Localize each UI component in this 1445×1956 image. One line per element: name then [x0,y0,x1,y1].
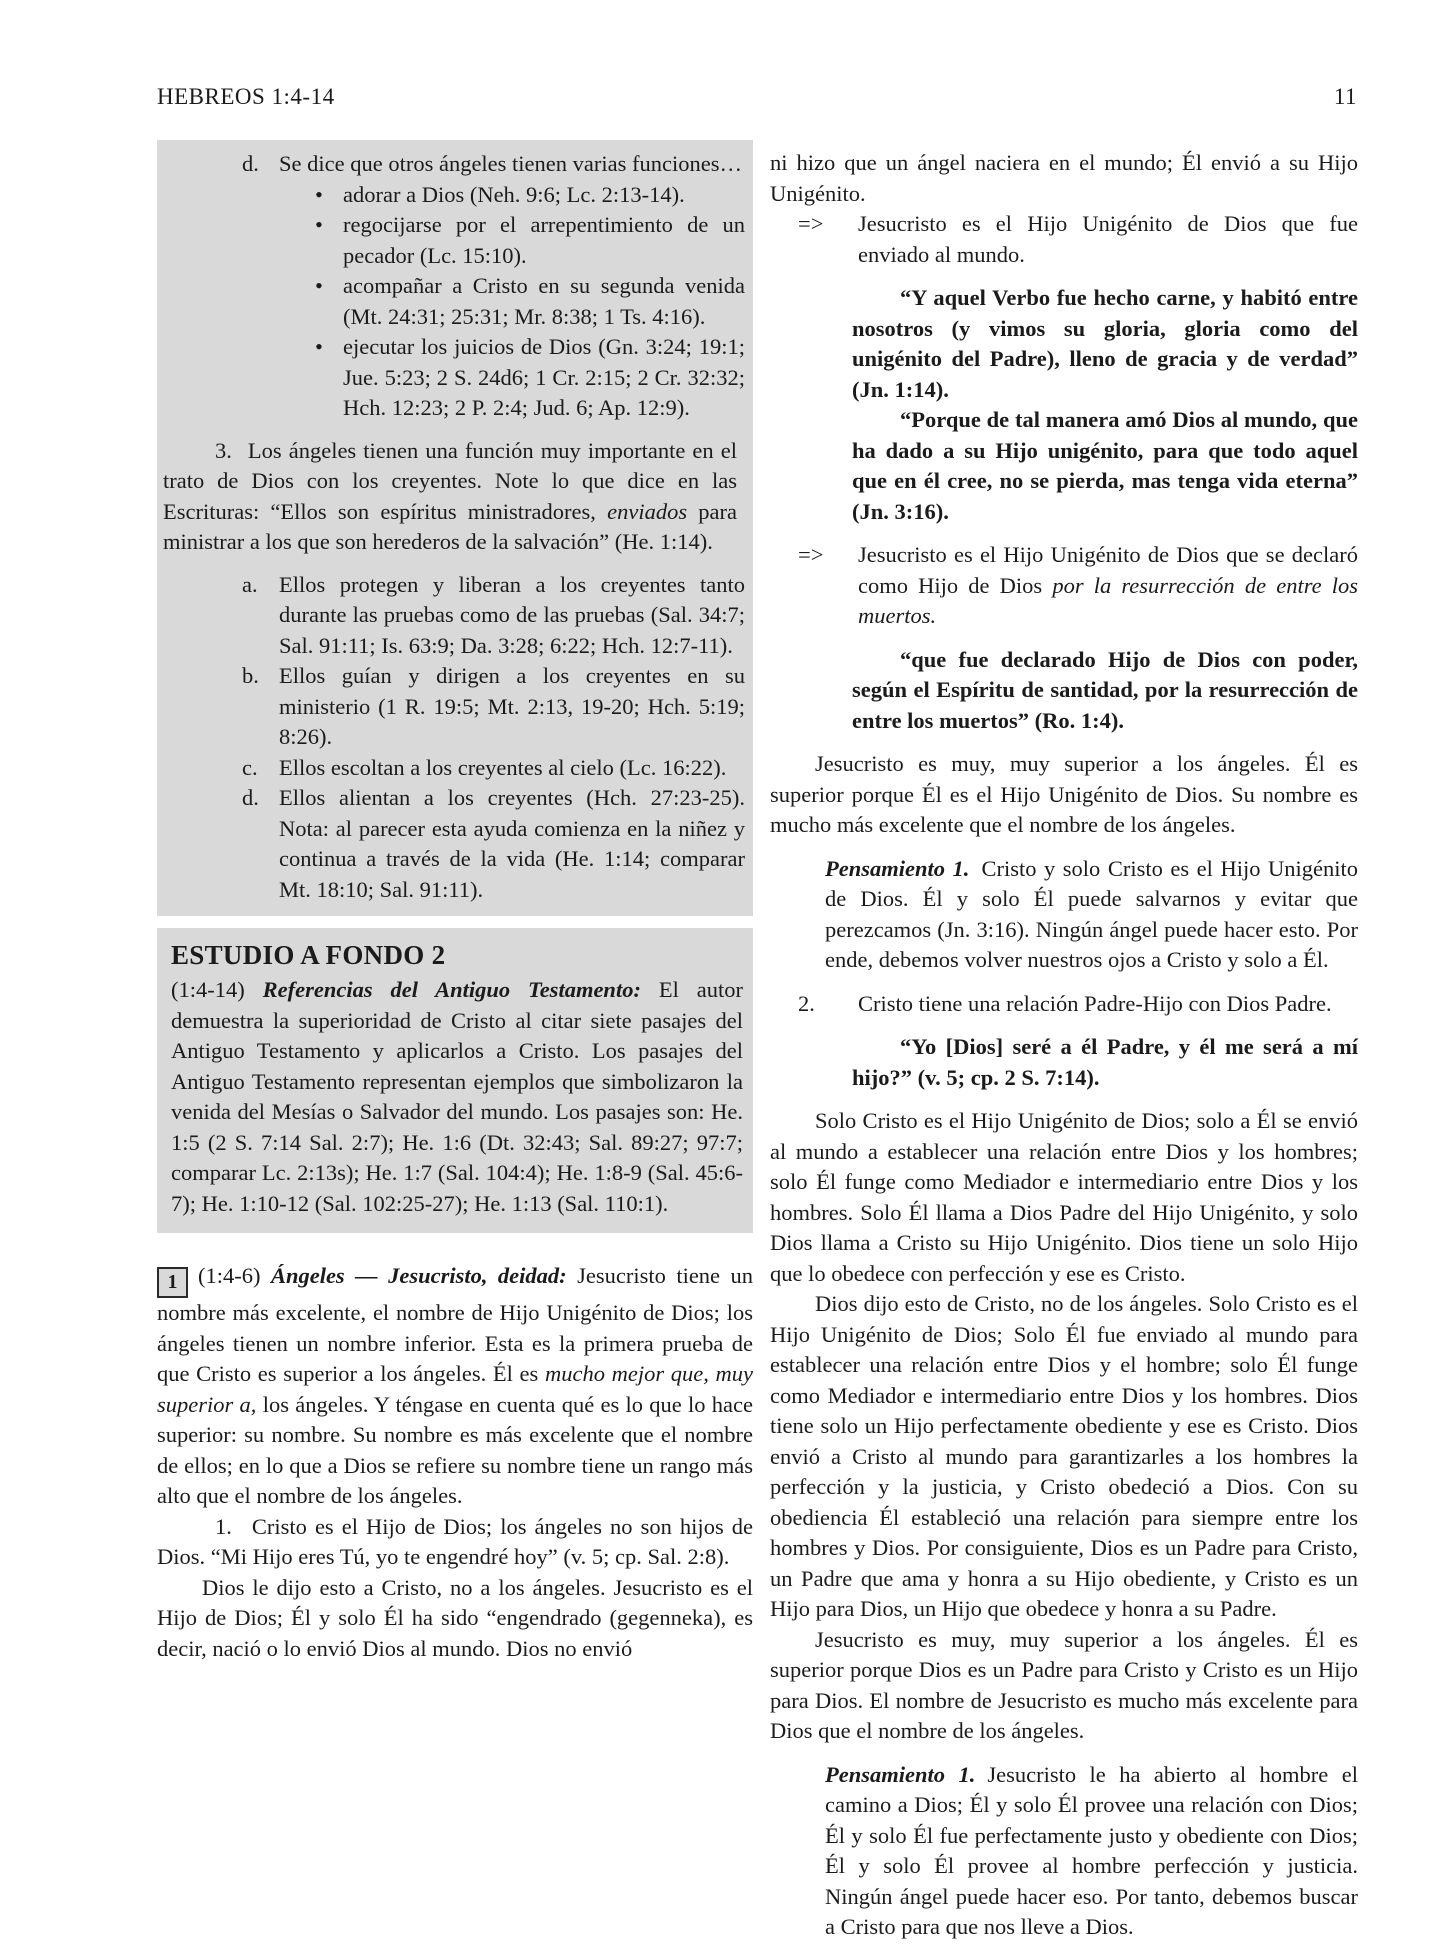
body-paragraph: Jesucristo es muy, muy superior a los ángeles. Él es superior porque Dios es un Padre para Cristo y Cristo es un Hijo para Dios. El nombre de Jesucristo es mucho más excelente para Dios que el nombre de los ángeles. [770,1626,1358,1743]
verse-ref: (1:4-14) [171,977,263,1002]
scripture-quote: “Y aquel Verbo fue hecho carne, y habitó entre nosotros (y vimos su gloria, gloria como del unigénito del Padre), lleno de gracia y de verdad” (Jn. 1:14). [852,285,1358,402]
left-column [157,140,753,1664]
bullet-text: acompañar a Cristo en su segunda venida (Mt. 24:31; 25:31; Mr. 8:38; 1 Ts. 4:16). [343,273,745,329]
point-text: Cristo es el Hijo de Dios; los ángeles no son hijos de Dios. “Mi Hijo eres Tú, yo te engendré hoy” (v. 5; cp. Sal. 2:8). [157,1513,753,1569]
outline-item-text: Se dice que otros ángeles tienen varias funciones… [279,151,742,176]
thought-text: Jesucristo le ha abierto al hombre el camino a Dios; Él y solo Él provee una relación con Dios; Él y solo Él fue perfectamente justo y obediente con Dios; Él y solo Él provee al hombre perfección y justicia. Ningún ángel puede hacer eso. Por tanto, debemos buscar a Cristo para que nos lleve a Dios. [825,1761,1358,1939]
header-title: HEBREOS 1:4-14 [157,84,335,109]
outline-item-d [157,149,745,180]
bullet-icon: • [315,334,323,359]
point-number: 2. [798,990,815,1016]
scripture-quote-block [770,1032,1358,1093]
outline-item-text: Ellos guían y dirigen a los creyentes en su ministerio (1 R. 19:5; Mt. 2:13, 19-20; Hch. 5:19; 8:26). [279,663,745,749]
bullet-icon: • [315,212,323,237]
arrow-point [770,209,1358,270]
deeper-study-text [171,975,743,1219]
scripture-quote: “que fue declarado Hijo de Dios con poder, según el Espíritu de santidad, por la resurrección de entre los muertos” (Ro. 1:4). [852,646,1358,733]
outline-item-a [157,570,745,662]
arrow-icon: => [798,211,824,236]
point-number: 3. [215,437,232,463]
outline-item-b [157,661,745,753]
outline-item-text: Ellos alientan a los creyentes (Hch. 27:23-25). Nota: al parecer esta ayuda comienza en la niñez y continua a través de la vida (He. 1:14; comparar Mt. 18:10; Sal. 91:11). [279,785,745,902]
outline-item-label: d. [242,151,259,176]
bullet-item [157,180,745,211]
bullet-item [157,332,745,424]
study-topic: Referencias del Antiguo Testamento: [262,977,659,1002]
outline-item-text: Ellos escoltan a los creyentes al cielo (Lc. 16:22). [279,754,727,780]
bullet-text: adorar a Dios (Neh. 9:6; Lc. 2:13-14). [343,181,685,207]
outline-item-text: Ellos protegen y liberan a los creyentes tanto durante las pruebas como de las pruebas (Sal. 34:7; Sal. 91:11; Is. 63:9; Da. 3:28; 6:22; Hch. 12:7-11). [279,571,745,658]
point-text: Cristo tiene una relación Padre-Hijo con Dios Padre. [858,990,1332,1016]
outline-item-label: a. [242,571,258,597]
page-number: 11 [1333,84,1357,109]
thought-paragraph [770,854,1358,976]
arrow-icon: => [798,542,824,567]
arrow-text: Jesucristo es el Hijo Unigénito de Dios que se declaró como Hijo de Dios [858,542,1358,598]
section-topic: Ángeles — Jesucristo, deidad: [270,1263,578,1288]
gray-outline-box [157,140,753,916]
body-paragraph: Solo Cristo es el Hijo Unigénito de Dios; solo a Él se envió al mundo a establecer una relación entre Dios y los hombres; solo Él funge como Mediador e intermediario entre Dios y los hombres. Solo Él llama a Dios Padre del Hijo Unigénito, y solo Dios llama a Cristo su Hijo Unigénito. Dios tiene un solo Hijo que lo obedece con perfección y ese es Cristo. [770,1108,1358,1286]
outline-point-3 [157,436,745,558]
scripture-quote-block [770,283,1358,527]
point-text: Los ángeles tienen una función muy importante en el trato de Dios con los creyentes. Note lo que dice en las Escrituras: “Ellos son espíritus ministradores, [163,437,737,524]
thought-paragraph [770,1760,1358,1943]
study-body: El autor demuestra la superioridad de Cristo al citar siete pasajes del Antiguo Testamento y aplicarlos a Cristo. Los pasajes del Antiguo Testamento representan ejemplos que simbolizaron la venida del Mesías o Salvador del mundo. Los pasajes son: He. 1:5 (2 S. 7:14 Sal. 2:7); He. 1:6 (Dt. 32:43; Sal. 89:27; 97:7; comparar Lc. 2:13s); He. 1:7 (Sal. 104:4); He. 1:8-9 (Sal. 45:6-7); He. 1:10-12 (Sal. 102:25-27); He. 1:13 (Sal. 110:1). [171,977,743,1216]
section-1-paragraph [157,1261,753,1512]
point-text-italic: enviados [607,498,688,524]
continuation-paragraph: ni hizo que un ángel naciera en el mundo; Él envió a su Hijo Unigénito. [770,150,1358,206]
bullet-icon: • [315,181,323,207]
outline-item-d2 [157,783,745,905]
bullet-item [157,210,745,271]
outline-item-label: d. [242,785,259,810]
deeper-study-heading: ESTUDIO A FONDO 2 [171,940,446,970]
verse-ref: (1:4-6) [198,1263,271,1288]
scripture-quote-block [770,645,1358,737]
scripture-quote: “Yo [Dios] seré a él Padre, y él me será a mí hijo?” (v. 5; cp. 2 S. 7:14). [852,1034,1358,1090]
bullet-icon: • [315,273,323,298]
two-column-body [157,140,1358,1956]
numbered-point-1 [157,1512,753,1573]
numbered-point-2 [770,989,1358,1020]
body-paragraph: Dios dijo esto de Cristo, no de los ángeles. Solo Cristo es el Hijo Unigénito de Dios; Solo Él fue enviado al mundo para establecer una relación entre Dios y el hombre; solo Él funge como Mediador e intermediario entre Dios y los hombres. Dios tiene solo un Hijo perfectamente obediente y ese es Cristo. Dios envió a Cristo al mundo para garantizarles a los hombres la perfección y la justicia, y Cristo obedeció a Dios. Con su obediencia Él estableció una relación para siempre entre los hombres y Dios. Por consiguiente, Dios es un Padre para Cristo, un Padre que ama y honra a su Hijo obediente, y Cristo es un Hijo para Dios, un Hijo que obedece y honra a su Padre. [770,1291,1358,1621]
scripture-quote: “Porque de tal manera amó Dios al mundo, que ha dado a su Hijo unigénito, para que todo aquel que en él cree, no se pierda, mas tenga vida eterna” (Jn. 3:16). [852,407,1358,524]
right-column [770,140,1358,1956]
outline-item-c [157,753,745,784]
section-number-box: 1 [157,1267,188,1298]
bullet-item [157,271,745,332]
body-paragraph: Jesucristo es muy, muy superior a los ángeles. Él es superior porque Él es el Hijo Unigénito de Dios. Su nombre es mucho más excelente que el nombre de los ángeles. [770,751,1358,837]
arrow-text: Jesucristo es el Hijo Unigénito de Dios que fue enviado al mundo. [858,211,1358,267]
section-text: Jesucristo tiene un nombre más excelente, el nombre de Hijo Unigénito de Dios; los ángeles tienen un nombre inferior. Esta es la primera prueba de que Cristo es superior a los ángeles. Él es [157,1263,753,1386]
thought-label: Pensamiento 1. [825,1761,976,1787]
arrow-point [770,540,1358,632]
thought-label: Pensamiento 1. [825,855,970,881]
outline-item-label: c. [242,754,258,780]
point-number: 1. [215,1513,232,1539]
running-header [157,84,1357,110]
closing-paragraph: Dios le dijo esto a Cristo, no a los ángeles. Jesucristo es el Hijo de Dios; Él y solo Él ha sido “engendrado (gegenneka), es decir, nació o lo envió Dios al mundo. Dios no envió [157,1574,753,1661]
section-text-italic: mucho mejor que, muy superior a, [157,1361,753,1417]
point-text: para ministrar a los que son herederos de la salvación” (He. 1:14). [163,498,737,554]
section-text: los ángeles. Y téngase en cuenta qué es lo que lo hace superior: su nombre. Su nombre es más excelente que el nombre de ellos; en lo que a Dios se refiere su nombre tiene un rango más alto que el nombre de los ángeles. [157,1391,753,1508]
deeper-study-box [157,928,753,1233]
arrow-text-italic: por la resurrección de entre los muertos. [858,572,1359,628]
bullet-text: ejecutar los juicios de Dios (Gn. 3:24; 19:1; Jue. 5:23; 2 S. 24d6; 1 Cr. 2:15; 2 Cr. 32:32; Hch. 12:23; 2 P. 2:4; Jud. 6; Ap. 12:9). [343,334,745,420]
bullet-text: regocijarse por el arrepentimiento de un pecador (Lc. 15:10). [343,212,745,268]
thought-text: Cristo y solo Cristo es el Hijo Unigénito de Dios. Él y solo Él puede salvarnos y evitar que perezcamos (Jn. 3:16). Ningún ángel puede hacer esto. Por ende, debemos volver nuestros ojos a Cristo y solo a Él. [825,855,1358,972]
outline-item-label: b. [242,663,259,688]
